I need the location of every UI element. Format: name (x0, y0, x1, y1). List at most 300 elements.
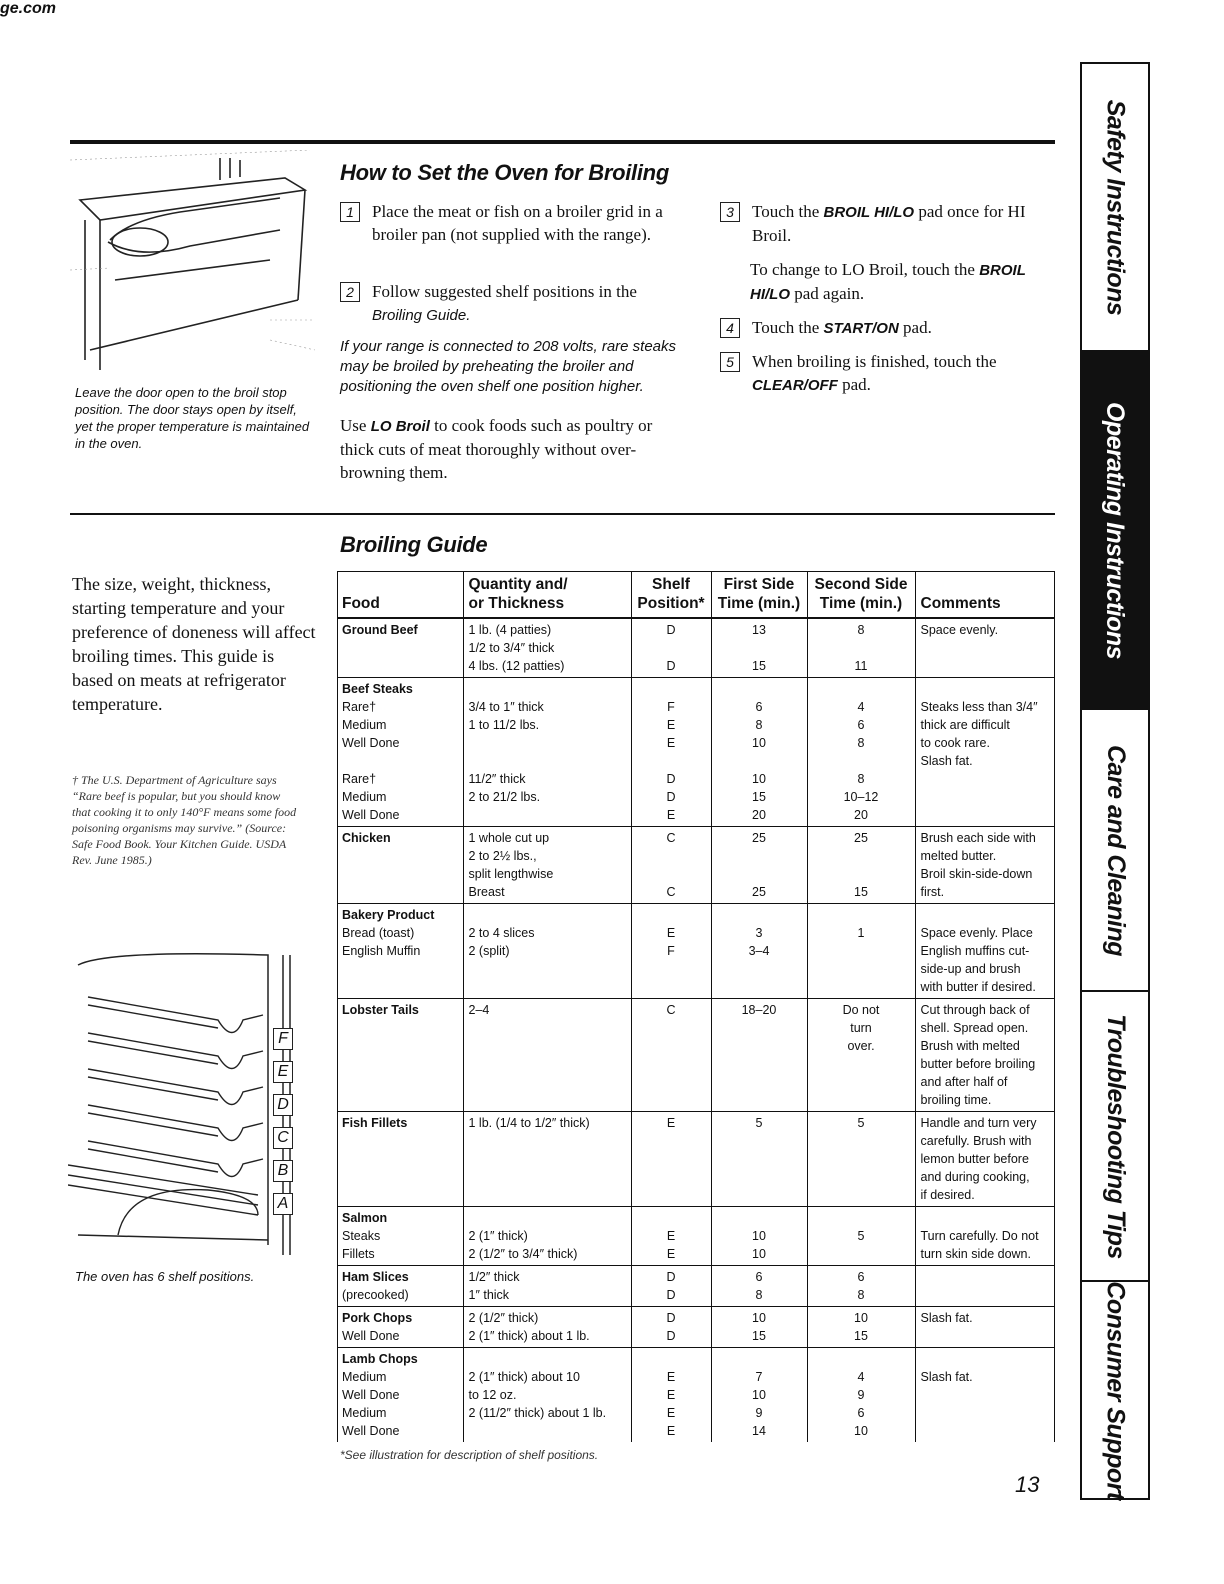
cell-line: 8 (755, 718, 763, 732)
cell-second (807, 1112, 915, 1207)
cell-line (637, 1209, 706, 1227)
step-text: Touch the BROIL HI/LO pad once for HI Broil. (752, 202, 1026, 245)
cell-second (807, 999, 915, 1112)
step-text: Place the meat or fish on a broiler grid in a broiler pan (not supplied with the range). (372, 202, 663, 244)
cell-line: D (666, 1270, 676, 1284)
cell-second (807, 1207, 915, 1266)
cell-line: 11 (854, 659, 868, 673)
cell-line: 2 to 4 slices (468, 926, 535, 940)
cell-line: 2 (split) (468, 944, 510, 958)
cell-line: D (666, 1329, 676, 1343)
table-row (337, 904, 1055, 999)
cell-line (637, 752, 706, 770)
cell-line (342, 752, 458, 770)
step-number: 2 (340, 282, 360, 302)
cell-line: 10 (752, 736, 766, 750)
shelf-label-d: D (273, 1094, 293, 1116)
table-body (337, 618, 1055, 1442)
cell-line (717, 1209, 802, 1227)
cell-line: Medium (342, 790, 387, 804)
cell-line (469, 1350, 626, 1368)
cell-line (469, 680, 626, 698)
cell-line (342, 657, 458, 675)
cell-food (337, 1266, 463, 1307)
cell-qty (463, 999, 631, 1112)
cell-line (813, 1245, 910, 1263)
cell-line: 25 (752, 885, 766, 899)
cell-first (711, 1112, 807, 1207)
cell-line: 15 (854, 885, 868, 899)
cell-line: thick are difficult (920, 718, 1010, 732)
cell-food (337, 827, 463, 904)
door-caption: Leave the door open to the broil stop position. The door stays open by itself, yet the proper temperature is maintained in the oven. (75, 385, 310, 451)
cell-first (711, 1266, 807, 1307)
cell-line (717, 752, 802, 770)
cell-line: turn (850, 1021, 872, 1035)
cell-line: shell. Spread open. (920, 1021, 1029, 1035)
shelf-label-c: C (273, 1127, 293, 1149)
lo-broil-note: Use LO Broil to cook foods such as poultry or thick cuts of meat thoroughly without over-browning them. (340, 416, 653, 482)
cell-line: 7 (755, 1370, 763, 1384)
cell-line (342, 960, 458, 978)
set-oven-title: How to Set the Oven for Broiling (340, 160, 669, 185)
cell-line: Do not (842, 1003, 880, 1017)
cell-line: Chicken (342, 831, 391, 845)
table-row (337, 618, 1055, 678)
cell-line (921, 680, 1051, 698)
table-row (337, 1307, 1055, 1348)
cell-line: 2 (1″ thick) about 10 (468, 1370, 580, 1384)
cell-line: 10 (752, 772, 766, 786)
cell-line: broiling time. (920, 1093, 992, 1107)
cell-line: Well Done (342, 1424, 400, 1438)
cell-line: E (666, 1424, 676, 1438)
cell-qty (463, 1207, 631, 1266)
cell-line (469, 906, 626, 924)
cell-first (711, 1307, 807, 1348)
step-2 (340, 280, 680, 327)
cell-line: E (666, 1406, 676, 1420)
table-row (337, 1207, 1055, 1266)
cell-second (807, 827, 915, 904)
cell-line: Turn carefully. Do not (920, 1229, 1039, 1243)
cell-qty (463, 618, 631, 678)
cell-line: 2 to 21/2 lbs. (468, 790, 541, 804)
cell-line: with butter if desired. (920, 980, 1036, 994)
cell-shelf (631, 1112, 711, 1207)
cell-comments (915, 999, 1055, 1112)
step-number: 3 (720, 202, 740, 222)
table-footnote: *See illustration for description of shelf positions. (340, 1448, 599, 1462)
cell-line: Slash fat. (920, 1370, 973, 1384)
cell-line: 6 (857, 718, 865, 732)
cell-second (807, 904, 915, 999)
cell-food (337, 999, 463, 1112)
cell-shelf (631, 1207, 711, 1266)
cell-comments (915, 678, 1055, 827)
cell-line: D (666, 659, 676, 673)
cell-line (637, 1350, 706, 1368)
cell-line: Brush each side with (920, 831, 1036, 845)
shelf-label-e: E (273, 1061, 293, 1083)
cell-line: Bakery Product (342, 908, 435, 922)
cell-line (813, 752, 910, 770)
cell-line: E (666, 1229, 676, 1243)
cell-line: D (666, 790, 676, 804)
cell-line (813, 942, 910, 960)
cell-line: Well Done (342, 1388, 400, 1402)
cell-line: lemon butter before (920, 1152, 1029, 1166)
table-row (337, 678, 1055, 827)
cell-line (813, 639, 910, 657)
cell-line: 5 (755, 1116, 763, 1130)
step-number: 1 (340, 202, 360, 222)
step-text: When broiling is finished, touch the CLEAR/OFF pad. (752, 352, 997, 394)
cell-shelf (631, 904, 711, 999)
cell-line (921, 1268, 1051, 1286)
cell-line: 3 (755, 926, 763, 940)
cell-line: Pork Chops (342, 1311, 413, 1325)
cell-line: E (666, 926, 676, 940)
cell-line: 1/2 to 3/4″ thick (468, 641, 555, 655)
step-number: 5 (720, 352, 740, 372)
cell-line: 5 (857, 1229, 865, 1243)
cell-line (342, 639, 458, 657)
broiling-guide-title: Broiling Guide (340, 532, 488, 557)
cell-first (711, 1348, 807, 1443)
cell-line: Beef Steaks (342, 682, 413, 696)
cell-line (469, 1209, 626, 1227)
cell-line (717, 865, 802, 883)
cell-line: first. (920, 885, 945, 899)
cell-line: 1/2″ thick (468, 1270, 520, 1284)
cell-line (342, 847, 458, 865)
cell-line: E (666, 736, 676, 750)
cell-line: Medium (342, 1370, 387, 1384)
cell-line: Broil skin-side-down (920, 867, 1033, 881)
cell-line: C (666, 831, 676, 845)
cell-line: Fillets (342, 1247, 375, 1261)
cell-second (807, 618, 915, 678)
cell-first (711, 1207, 807, 1266)
cell-line: 3–4 (748, 944, 770, 958)
cell-line: 2 to 2½ lbs., (468, 849, 537, 863)
cell-line: 1 to 11/2 lbs. (468, 718, 540, 732)
cell-first (711, 827, 807, 904)
cell-first (711, 618, 807, 678)
cell-shelf (631, 827, 711, 904)
cell-line: 1 lb. (4 patties) (468, 623, 552, 637)
cell-line: 2 (1″ thick) about 1 lb. (468, 1329, 590, 1343)
cell-comments (915, 618, 1055, 678)
cell-line: 6 (755, 700, 763, 714)
oven-door-illustration (70, 150, 320, 380)
cell-line: (precooked) (342, 1288, 409, 1302)
cell-shelf (631, 618, 711, 678)
page-number: 13 (1015, 1472, 1040, 1497)
cell-comments (915, 827, 1055, 904)
broiling-guide-table (337, 571, 1055, 1442)
cell-line: 15 (854, 1329, 868, 1343)
table-row (337, 1348, 1055, 1443)
cell-line: 25 (752, 831, 766, 845)
tab-consumer-support[interactable]: Consumer Support (1101, 1280, 1130, 1500)
cell-line (342, 865, 458, 883)
cell-line: 9 (755, 1406, 763, 1420)
cell-line: Lamb Chops (342, 1352, 418, 1366)
cell-line: 5 (857, 1116, 865, 1130)
cell-line: 2–4 (468, 1003, 490, 1017)
col-shelf: Shelf Position* (631, 571, 711, 618)
cell-line (921, 1209, 1051, 1227)
cell-line: Cut through back of (920, 1003, 1030, 1017)
cell-line: 13 (752, 623, 766, 637)
cell-line (813, 847, 910, 865)
cell-first (711, 999, 807, 1112)
step-4 (720, 316, 1055, 340)
col-comments: Comments (915, 571, 1055, 618)
cell-line: E (666, 1247, 676, 1261)
cell-food (337, 1348, 463, 1443)
cell-line: Space evenly. (920, 623, 999, 637)
cell-line: Breast (468, 885, 505, 899)
cell-line: 1 whole cut up (468, 831, 550, 845)
cell-line: 11/2″ thick (468, 772, 526, 786)
shelf-caption: The oven has 6 shelf positions. (75, 1269, 255, 1284)
tab-safety-instructions[interactable]: Safety Instructions (1082, 64, 1148, 352)
cell-line: split lengthwise (468, 867, 554, 881)
cell-line (813, 865, 910, 883)
cell-comments (915, 1266, 1055, 1307)
cell-line: E (666, 718, 676, 732)
cell-food (337, 618, 463, 678)
cell-food (337, 1307, 463, 1348)
cell-line (637, 680, 706, 698)
cell-second (807, 1266, 915, 1307)
cell-line: 4 (857, 1370, 865, 1384)
cell-line: 8 (857, 1288, 865, 1302)
cell-second (807, 1307, 915, 1348)
cell-food (337, 1112, 463, 1207)
cell-line: 10 (752, 1388, 766, 1402)
step-5 (720, 350, 1055, 397)
cell-line: Space evenly. Place (920, 926, 1033, 940)
cell-line: Handle and turn very (920, 1116, 1037, 1130)
cell-line: English Muffin (342, 944, 421, 958)
cell-qty (463, 678, 631, 827)
cell-qty (463, 1307, 631, 1348)
cell-line: to 12 oz. (468, 1388, 517, 1402)
cell-line: 10 (752, 1311, 766, 1325)
cell-line (717, 847, 802, 865)
cell-line (813, 1350, 910, 1368)
section-rule (70, 513, 1055, 515)
table-row (337, 1112, 1055, 1207)
cell-second (807, 678, 915, 827)
col-first-side: First Side Time (min.) (711, 571, 807, 618)
header-rule (70, 140, 1055, 144)
cell-food (337, 904, 463, 999)
cell-line: English muffins cut- (920, 944, 1030, 958)
cell-line: D (666, 772, 676, 786)
cell-line: 10 (752, 1247, 766, 1261)
cell-line (342, 978, 458, 996)
cell-comments (915, 1348, 1055, 1443)
cell-qty (463, 904, 631, 999)
cell-line: 8 (755, 1288, 763, 1302)
step-text: Follow suggested shelf positions in the Broiling Guide. (372, 282, 637, 324)
cell-line: 25 (854, 831, 868, 845)
cell-line: Well Done (342, 1329, 400, 1343)
cell-line: 20 (752, 808, 766, 822)
cell-line: E (666, 808, 676, 822)
cell-line (813, 680, 910, 698)
cell-line (921, 1350, 1051, 1368)
cell-line: 4 (857, 700, 865, 714)
cell-line: 15 (752, 790, 766, 804)
cell-qty (463, 1266, 631, 1307)
cell-shelf (631, 1307, 711, 1348)
cell-line: 8 (857, 623, 865, 637)
cell-first (711, 678, 807, 827)
cell-line: 14 (752, 1424, 766, 1438)
shelf-label-a: A (273, 1193, 293, 1215)
tab-troubleshooting-tips[interactable]: Troubleshooting Tips (1082, 992, 1148, 1282)
cell-line: Ham Slices (342, 1270, 409, 1284)
cell-qty (463, 1348, 631, 1443)
col-quantity: Quantity and/ or Thickness (463, 571, 631, 618)
cell-line: 2 (11/2″ thick) about 1 lb. (468, 1406, 607, 1420)
cell-comments (915, 1307, 1055, 1348)
cell-shelf (631, 1266, 711, 1307)
cell-line: Fish Fillets (342, 1116, 408, 1130)
cell-comments (915, 1207, 1055, 1266)
cell-line (637, 639, 706, 657)
shelf-label-f: F (273, 1028, 293, 1050)
col-food: Food (337, 571, 463, 618)
cell-line: 10 (854, 1311, 868, 1325)
cell-line: 2 (1/2″ to 3/4″ thick) (468, 1247, 578, 1261)
cell-food (337, 678, 463, 827)
cell-line (717, 906, 802, 924)
step-3 (720, 200, 1055, 247)
cell-first (711, 904, 807, 999)
cell-line (813, 1209, 910, 1227)
cell-line: 20 (854, 808, 868, 822)
cell-food (337, 1207, 463, 1266)
cell-line: side-up and brush (920, 962, 1021, 976)
table-header-row (337, 571, 1055, 618)
cell-line: Rare† (342, 700, 377, 714)
cell-comments (915, 1112, 1055, 1207)
cell-line: to cook rare. (920, 736, 990, 750)
cell-line: D (666, 1311, 676, 1325)
cell-line: turn skin side down. (920, 1247, 1031, 1261)
cell-line (717, 680, 802, 698)
tab-operating-instructions[interactable]: Operating Instructions (1082, 352, 1148, 710)
cell-qty (463, 1112, 631, 1207)
section-tabs (1080, 62, 1150, 1500)
cell-shelf (631, 678, 711, 827)
cell-line (469, 752, 626, 770)
cell-line: 3/4 to 1″ thick (468, 700, 544, 714)
cell-line: 4 lbs. (12 patties) (468, 659, 565, 673)
tab-care-and-cleaning[interactable]: Care and Cleaning (1082, 710, 1148, 992)
cell-shelf (631, 1348, 711, 1443)
cell-line (717, 639, 802, 657)
cell-line: 10 (854, 1424, 868, 1438)
cell-qty (463, 827, 631, 904)
intro-text: The size, weight, thickness, starting temperature and your preference of doneness will affect broiling times. This guide is based on meats at refrigerator temperature. (72, 574, 316, 714)
cell-line: Slash fat. (920, 754, 973, 768)
cell-line: Lobster Tails (342, 1003, 419, 1017)
voltage-note: If your range is connected to 208 volts, rare steaks may be broiled by preheating the broiler and positioning the oven shelf one position higher. (340, 338, 677, 395)
cell-line: over. (847, 1039, 875, 1053)
cell-line (637, 847, 706, 865)
step-1 (340, 200, 680, 246)
cell-line: 1 (857, 926, 865, 940)
cell-line: 15 (752, 659, 766, 673)
cell-line: Slash fat. (920, 1311, 973, 1325)
cell-line: butter before broiling (920, 1057, 1036, 1071)
cell-line: and after half of (920, 1075, 1008, 1089)
cell-line: and during cooking, (920, 1170, 1030, 1184)
table-row (337, 999, 1055, 1112)
cell-line (469, 734, 626, 752)
cell-second (807, 1348, 915, 1443)
cell-line: Well Done (342, 736, 400, 750)
cell-line: 9 (857, 1388, 865, 1402)
cell-line: 2 (1/2″ thick) (468, 1311, 539, 1325)
usda-footnote: † The U.S. Department of Agriculture says “Rare beef is popular, but you should know that cooking it to only 140°F means some food poisoning organisms may survive.” (Source: Safe Food Book. Your Kitchen Guide. USDA Rev. June 1985.) (72, 773, 297, 867)
cell-line (342, 883, 458, 901)
cell-line: 6 (857, 1270, 865, 1284)
cell-line (469, 1422, 626, 1440)
cell-line: D (666, 623, 676, 637)
cell-shelf (631, 999, 711, 1112)
cell-line: Salmon (342, 1211, 388, 1225)
cell-line (813, 906, 910, 924)
cell-comments (915, 904, 1055, 999)
cell-line: F (667, 700, 675, 714)
cell-line: C (666, 1003, 676, 1017)
step-number: 4 (720, 318, 740, 338)
table-row (337, 1266, 1055, 1307)
cell-line: 15 (752, 1329, 766, 1343)
cell-line: Well Done (342, 808, 400, 822)
col-second-side: Second Side Time (min.) (807, 571, 915, 618)
step-text: Touch the START/ON pad. (752, 318, 932, 337)
cell-line: 1″ thick (468, 1288, 510, 1302)
cell-line: Ground Beef (342, 623, 418, 637)
cell-line: D (666, 1288, 676, 1302)
cell-line (921, 906, 1051, 924)
cell-line (637, 906, 706, 924)
cell-line: 1 lb. (1/4 to 1/2″ thick) (468, 1116, 590, 1130)
cell-line: 10–12 (843, 790, 879, 804)
cell-line: Steaks (342, 1229, 381, 1243)
cell-line: Rare† (342, 772, 377, 786)
cell-line: carefully. Brush with (920, 1134, 1032, 1148)
cell-line (469, 806, 626, 824)
change-lo-note: To change to LO Broil, touch the BROIL HI/LO pad again. (750, 260, 1026, 303)
site-url: ge.com (0, 0, 57, 17)
cell-line: 6 (857, 1406, 865, 1420)
cell-line: F (667, 944, 675, 958)
cell-line: if desired. (920, 1188, 975, 1202)
shelf-label-b: B (273, 1160, 293, 1182)
cell-line: Medium (342, 718, 387, 732)
